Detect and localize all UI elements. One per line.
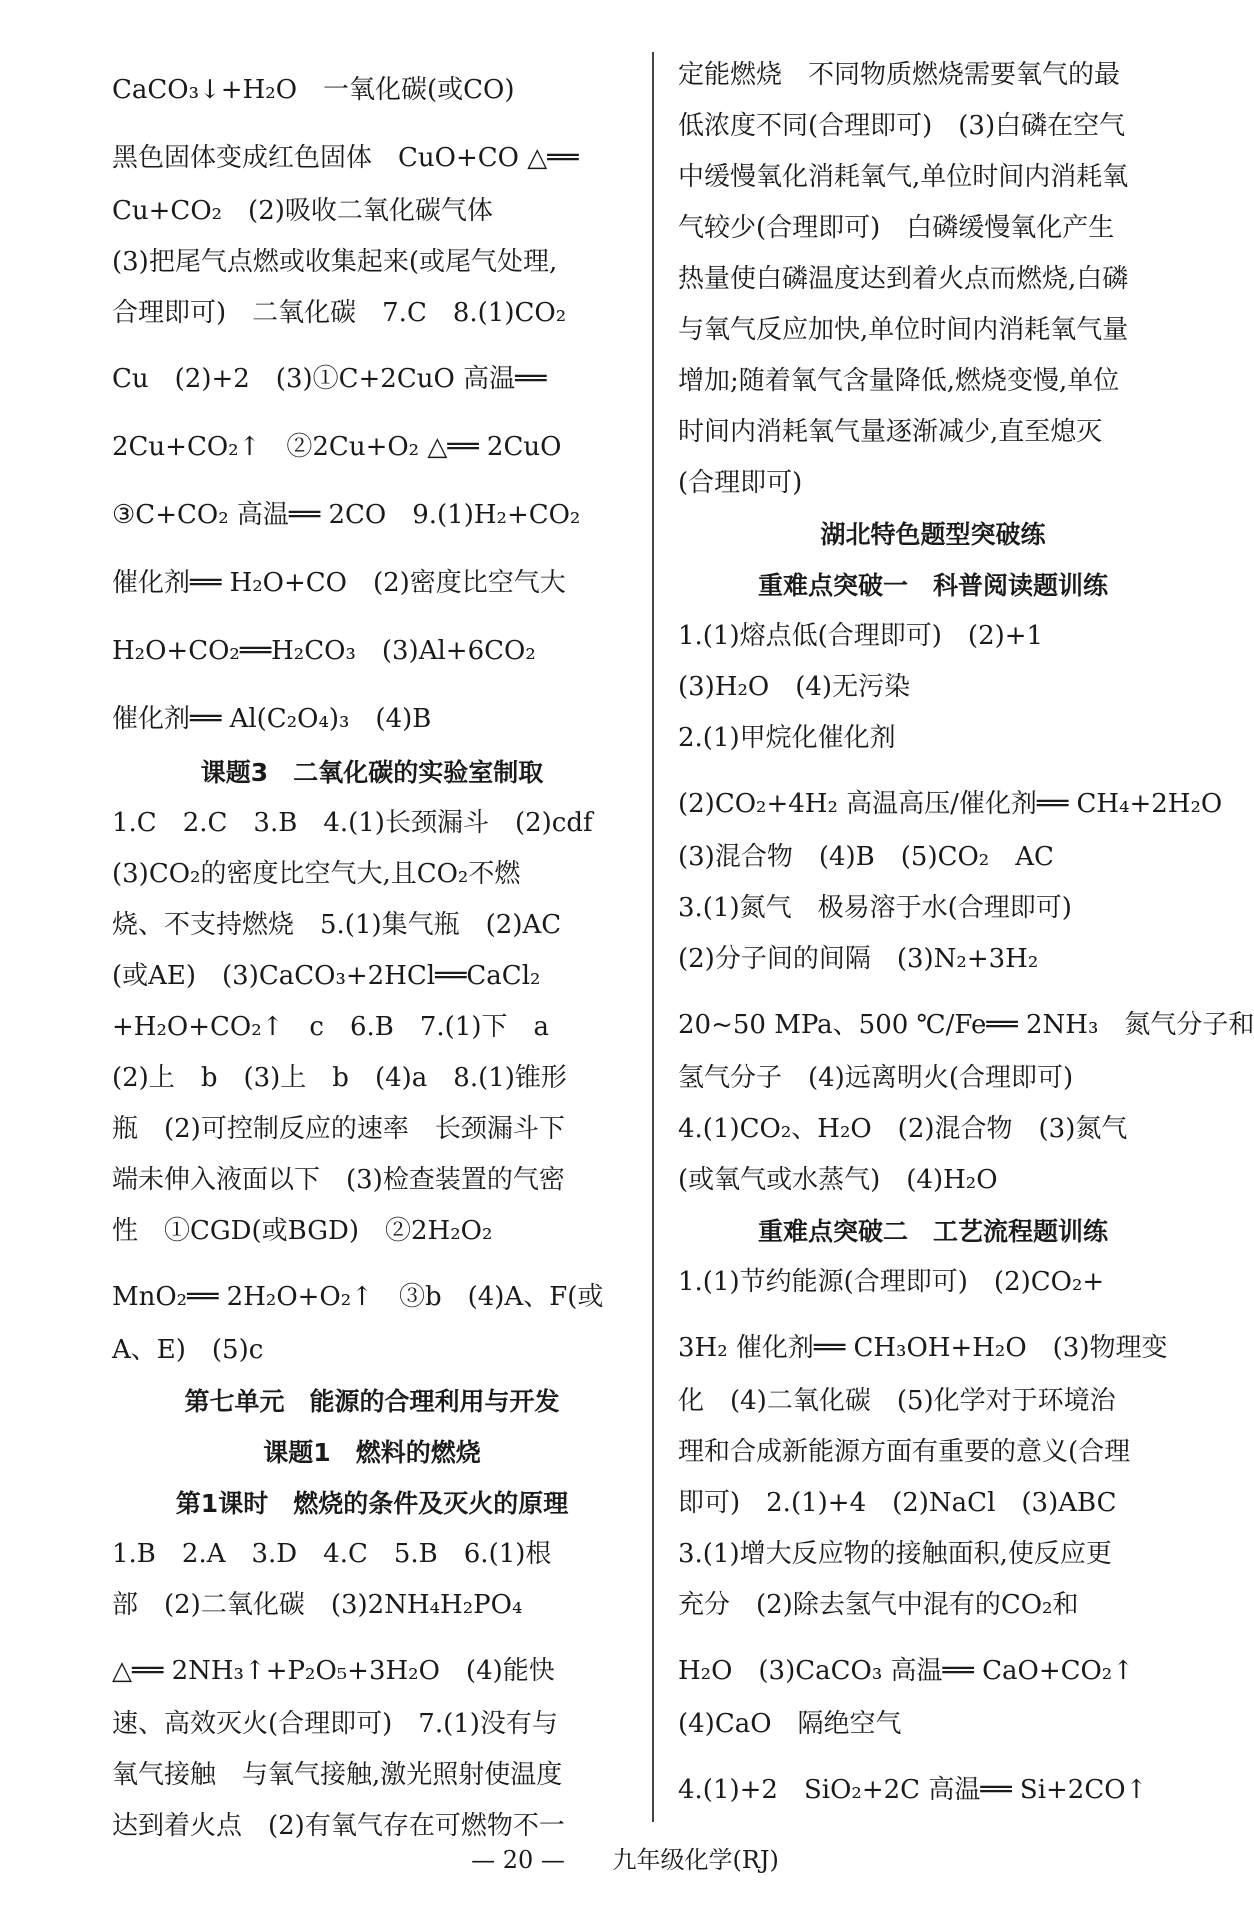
answer-line: 1.C 2.C 3.B 4.(1)长颈漏斗 (2)cdf: [112, 808, 593, 838]
answer-line: 4.(1)CO₂、H₂O (2)混合物 (3)氮气: [678, 1114, 1128, 1144]
answer-line: 增加;随着氧气含量降低,燃烧变慢,单位: [678, 366, 1120, 396]
answer-line: 低浓度不同(合理即可) (3)白磷在空气: [678, 111, 1126, 141]
answer-line: 2.(1)甲烷化催化剂: [678, 723, 896, 753]
answer-line: (2)CO₂+4H₂ 高温高压/催化剂══ CH₄+2H₂O: [678, 789, 1223, 819]
answer-line: 2Cu+CO₂↑ ②2Cu+O₂ △══ 2CuO: [112, 432, 562, 462]
answer-line: 瓶 (2)可控制反应的速率 长颈漏斗下: [112, 1114, 565, 1144]
section-heading: 湖北特色题型突破练: [820, 520, 1046, 549]
book-title: 九年级化学(RJ): [612, 1846, 779, 1874]
answer-line: H₂O+CO₂══H₂CO₃ (3)Al+6CO₂: [112, 636, 536, 666]
answer-line: 烧、不支持燃烧 5.(1)集气瓶 (2)AC: [112, 910, 562, 940]
answer-line: 热量使白磷温度达到着火点而燃烧,白磷: [678, 264, 1129, 294]
answer-line: 3.(1)增大反应物的接触面积,使反应更: [678, 1539, 1112, 1569]
answer-line: (合理即可): [678, 468, 803, 498]
answer-line: 1.(1)熔点低(合理即可) (2)+1: [678, 621, 1044, 651]
answer-line: H₂O (3)CaCO₃ 高温══ CaO+CO₂↑: [678, 1656, 1135, 1686]
answer-line: A、E) (5)c: [112, 1335, 264, 1365]
section-heading: 第1课时 燃烧的条件及灭火的原理: [175, 1489, 569, 1518]
answer-line: 4.(1)+2 SiO₂+2C 高温══ Si+2CO↑: [678, 1775, 1148, 1805]
answer-line: 达到着火点 (2)有氧气存在可燃物不一: [112, 1811, 565, 1841]
answer-line: 定能燃烧 不同物质燃烧需要氧气的最: [678, 60, 1121, 90]
answer-line: (3)混合物 (4)B (5)CO₂ AC: [678, 842, 1054, 872]
answer-line: 3.(1)氮气 极易溶于水(合理即可): [678, 893, 1072, 923]
answer-line: CaCO₃↓+H₂O 一氧化碳(或CO): [112, 75, 515, 105]
answer-line: 3H₂ 催化剂══ CH₃OH+H₂O (3)物理变: [678, 1333, 1168, 1363]
answer-line: 气较少(合理即可) 白磷缓慢氧化产生: [678, 213, 1115, 243]
answer-line: 理和合成新能源方面有重要的意义(合理: [678, 1437, 1131, 1467]
answer-line: 1.B 2.A 3.D 4.C 5.B 6.(1)根: [112, 1539, 552, 1569]
answer-line: 氧气接触 与氧气接触,激光照射使温度: [112, 1760, 563, 1790]
answer-line: (3)CO₂的密度比空气大,且CO₂不燃: [112, 859, 521, 889]
column-divider: [652, 52, 654, 1822]
section-heading: 重难点突破一 科普阅读题训练: [757, 571, 1108, 600]
page-number: — 20 —: [471, 1846, 565, 1874]
answer-line: MnO₂══ 2H₂O+O₂↑ ③b (4)A、F(或: [112, 1282, 604, 1312]
section-heading: 课题3 二氧化碳的实验室制取: [200, 758, 544, 787]
answer-line: (或AE) (3)CaCO₃+2HCl══CaCl₂: [112, 961, 541, 991]
answer-line: ③C+CO₂ 高温══ 2CO 9.(1)H₂+CO₂: [112, 500, 581, 530]
answer-line: 与氧气反应加快,单位时间内消耗氧气量: [678, 315, 1129, 345]
answer-line: 性 ①CGD(或BGD) ②2H₂O₂: [112, 1216, 493, 1246]
answer-line: 端未伸入液面以下 (3)检查装置的气密: [112, 1165, 565, 1195]
answer-line: 时间内消耗氧气量逐渐减少,直至熄灭: [678, 417, 1103, 447]
section-heading: 第七单元 能源的合理利用与开发: [184, 1387, 560, 1416]
answer-line: (4)CaO 隔绝空气: [678, 1709, 902, 1739]
answer-line: Cu+CO₂ (2)吸收二氧化碳气体: [112, 196, 493, 226]
left-column: [112, 50, 632, 1852]
right-column: [678, 50, 1254, 1818]
answer-line: (或氧气或水蒸气) (4)H₂O: [678, 1165, 998, 1195]
answer-line: 部 (2)二氧化碳 (3)2NH₄H₂PO₄: [112, 1590, 523, 1620]
answer-line: Cu (2)+2 (3)①C+2CuO 高温══: [112, 364, 547, 394]
answer-line: 催化剂══ H₂O+CO (2)密度比空气大: [112, 568, 566, 598]
answer-line: 20~50 MPa、500 ℃/Fe══ 2NH₃ 氮气分子和: [678, 1010, 1254, 1040]
answer-line: 化 (4)二氧化碳 (5)化学对于环境治: [678, 1386, 1116, 1416]
answer-line: (2)上 b (3)上 b (4)a 8.(1)锥形: [112, 1063, 567, 1093]
answer-line: 即可) 2.(1)+4 (2)NaCl (3)ABC: [678, 1488, 1117, 1518]
answer-line: +H₂O+CO₂↑ c 6.B 7.(1)下 a: [112, 1012, 550, 1042]
answer-line: 催化剂══ Al(C₂O₄)₃ (4)B: [112, 704, 432, 734]
page-footer: [0, 1840, 1250, 1875]
answer-line: 速、高效灭火(合理即可) 7.(1)没有与: [112, 1709, 558, 1739]
section-heading: 重难点突破二 工艺流程题训练: [757, 1217, 1108, 1246]
section-heading: 课题1 燃料的燃烧: [263, 1438, 481, 1467]
answer-line: 合理即可) 二氧化碳 7.C 8.(1)CO₂: [112, 298, 567, 328]
answer-line: (3)把尾气点燃或收集起来(或尾气处理,: [112, 247, 558, 277]
answer-line: △══ 2NH₃↑+P₂O₅+3H₂O (4)能快: [112, 1656, 555, 1686]
answer-line: (2)分子间的间隔 (3)N₂+3H₂: [678, 944, 1039, 974]
answer-line: 氢气分子 (4)远离明火(合理即可): [678, 1063, 1074, 1093]
answer-line: 1.(1)节约能源(合理即可) (2)CO₂+: [678, 1267, 1105, 1297]
answer-line: 中缓慢氧化消耗氧气,单位时间内消耗氧: [678, 162, 1129, 192]
answer-line: 黑色固体变成红色固体 CuO+CO △══: [112, 143, 579, 173]
answer-line: 充分 (2)除去氢气中混有的CO₂和: [678, 1590, 1079, 1620]
answer-line: (3)H₂O (4)无污染: [678, 672, 911, 702]
